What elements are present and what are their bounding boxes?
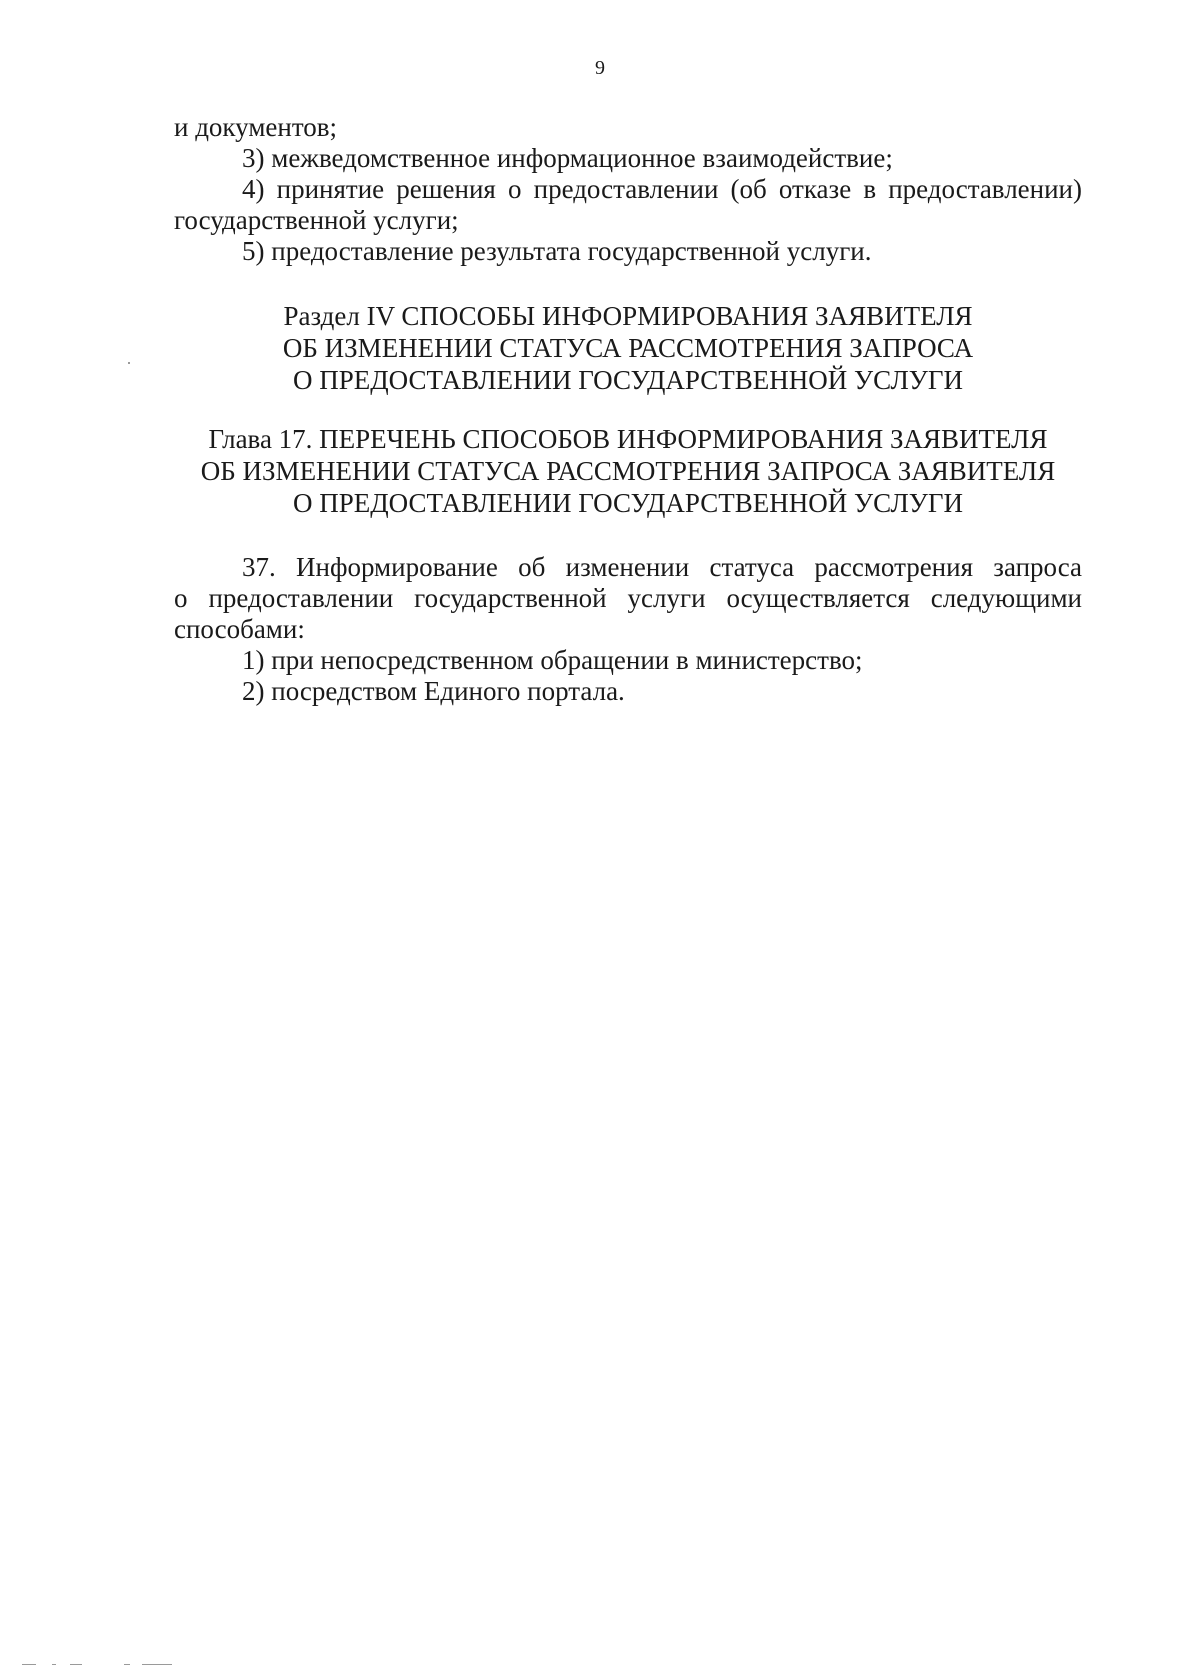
- chapter-heading-line-3: О ПРЕДОСТАВЛЕНИИ ГОСУДАРСТВЕННОЙ УСЛУГИ: [293, 488, 963, 518]
- scan-speck: [142, 1664, 172, 1665]
- section-heading-line-2: ОБ ИЗМЕНЕНИИ СТАТУСА РАССМОТРЕНИЯ ЗАПРОСА: [282, 333, 974, 363]
- list-item-4-line-2: государственной услуги;: [174, 205, 459, 235]
- list-item-3: 3) межведомственное информационное взаимодействие;: [242, 143, 893, 173]
- section-heading: [174, 300, 1082, 396]
- paragraph-37: [174, 552, 1082, 707]
- section-heading-line-1: Раздел IV СПОСОБЫ ИНФОРМИРОВАНИЯ ЗАЯВИТЕЛЯ: [283, 301, 973, 331]
- top-list: [174, 112, 1082, 267]
- scan-speck: [70, 1664, 82, 1665]
- scan-speck: [52, 1664, 56, 1665]
- chapter-heading-line-2: ОБ ИЗМЕНЕНИИ СТАТУСА РАССМОТРЕНИЯ ЗАПРОСА ЗАЯВИТЕЛЯ: [200, 456, 1056, 486]
- paragraph-37-item-2: 2) посредством Единого портала.: [242, 676, 625, 706]
- paragraph-37-line-2: о предоставлении государственной услуги осуществляется следующими: [174, 583, 1082, 613]
- paragraph-37-item-1: 1) при непосредственном обращении в министерство;: [242, 645, 863, 675]
- page-number: 9: [595, 57, 605, 79]
- scan-speck: [124, 1664, 130, 1665]
- chapter-heading: [174, 423, 1082, 519]
- list-item-4-line-1: 4) принятие решения о предоставлении (об отказе в предоставлении): [242, 174, 1082, 204]
- scan-speck: [22, 1664, 36, 1665]
- paragraph-37-line-3: способами:: [174, 614, 305, 644]
- list-continuation: и документов;: [174, 112, 338, 142]
- chapter-heading-line-1: Глава 17. ПЕРЕЧЕНЬ СПОСОБОВ ИНФОРМИРОВАНИЯ ЗАЯВИТЕЛЯ: [208, 424, 1048, 454]
- section-heading-line-3: О ПРЕДОСТАВЛЕНИИ ГОСУДАРСТВЕННОЙ УСЛУГИ: [293, 365, 963, 395]
- paragraph-37-line-1: 37. Информирование об изменении статуса рассмотрения запроса: [242, 552, 1082, 582]
- scan-speck: [128, 362, 130, 364]
- list-item-5: 5) предоставление результата государственной услуги.: [242, 236, 872, 266]
